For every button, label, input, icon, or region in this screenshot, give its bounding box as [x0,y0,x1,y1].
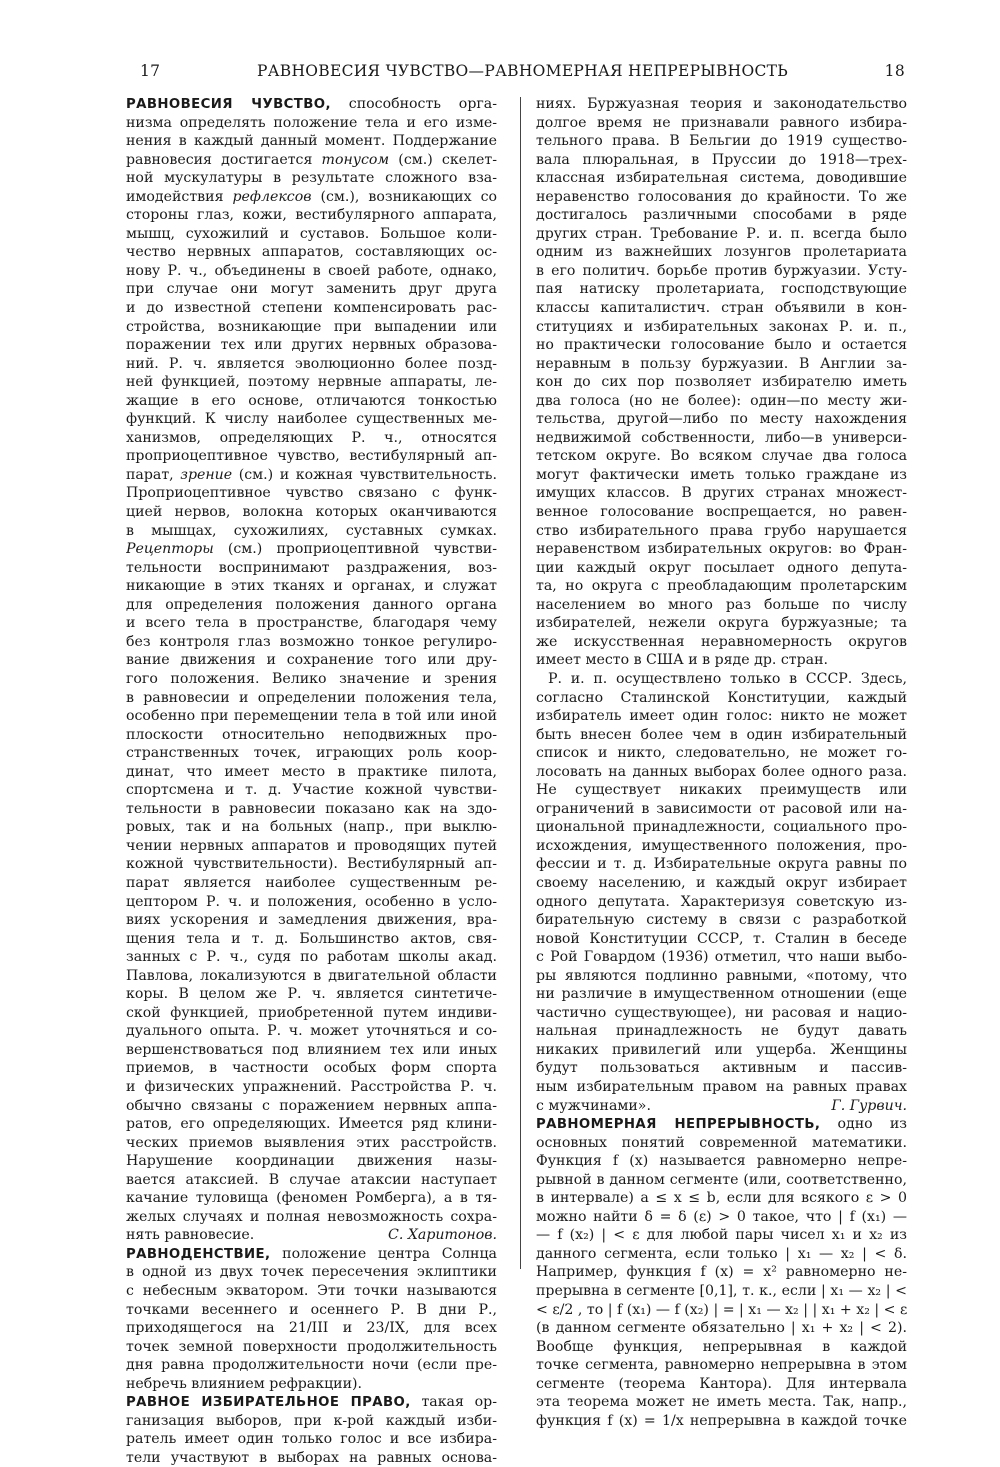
text-segment: (см.) и кожная чувствительность. [232,466,497,483]
page-number-right: 18 [884,62,905,80]
text-line: качание туловища (феномен Ромберга), а в тя- [126,1190,497,1207]
text-line: фессии и т. д. Избирательные округа равны по [536,856,907,873]
text-line: вершенствоваться под влиянием тех или иных [126,1041,497,1058]
text-segment: равновесия достигается [126,151,322,168]
italic-term: Рецепторы [126,541,214,558]
article-headword: РАВНОВЕСИЯ ЧУВСТВО, [126,97,331,112]
text-line: вается атаксией. В случае атаксии наступает [126,1171,497,1188]
text-line: тетском округе. Во всяком случае два голоса [536,448,907,465]
text-segment: (см.), возникающих со [311,188,497,205]
text-line: нову Р. ч., объединены в своей работе, однако, [126,262,497,279]
text-line: рывной в данном сегменте (или, соответственно, [536,1171,907,1188]
text-line: спортсмена и т. д. Участие кожной чувстви- [126,782,497,799]
text-line: циональной принадлежности, социального про- [536,819,907,836]
article-heading-line [536,1115,907,1134]
text-line: особенно при перемещении тела в той или иной [126,708,497,725]
text-segment: имодействия [126,188,233,205]
text-line: приемов, в частности особых форм спорта [126,1060,497,1077]
text-line: жащие в его основе, отличаются тонкостью [126,392,497,409]
text-line: классная избирательная система, доводившие [536,170,907,187]
text-line: неравенством избирательных округов: во Фран- [536,541,907,558]
text-line: в его политич. борьбе против буржуазии. Усту- [536,262,907,279]
article-headword: РАВНОДЕНСТВИЕ, [126,1246,271,1262]
italic-term: тонусом [321,151,390,168]
text-line: исхождения, имущественного положения, про- [536,837,907,854]
text-line: ни различие в имущественном отношении (еще [536,986,907,1003]
text-line: занных с Р. ч., судя по работам школы акад. [126,949,497,966]
text-line: функция f (x) = 1/x непрерывна в каждой точке [536,1412,907,1429]
text-line: точек земной поверхности продолжительность [126,1338,497,1355]
text-line: ным избирательным правом на равных правах [536,1078,907,1095]
text-line: никаких привилегий или ущерба. Женщины [536,1041,907,1058]
text-line: ровых, так и на больных (напр., при выклю- [126,819,497,836]
text-line: и физических упражнений. Расстройства Р. ч. [126,1078,497,1095]
text-line: щения тела и т. д. Большинство актов, свя- [126,930,497,947]
right-column [536,95,907,1430]
text-line: избирателей, нежели округа буржуазные; та [536,615,907,632]
text-line: но практически голосование было и остается [536,337,907,354]
text-line: кожной чувствительности). Вестибулярный ап- [126,856,497,873]
article-heading-line [126,1393,497,1412]
text-line: ции каждый округ посылает одного депута- [536,559,907,576]
text-line: цептором Р. ч. и положения, особенно в усло- [126,893,497,910]
text-line: ры являются подлинно равными, «потому, что [536,967,907,984]
text-line: будут пользоваться активным и пассив- [536,1060,907,1077]
text-line: — f (x₂) | < ε для любой пары чисел x₁ и x₂ из [536,1227,907,1244]
text-line: тельного права. В Бельгии до 1919 существо- [536,133,907,150]
text-line: населением во много раз больше по числу [536,596,907,613]
text-line: дня равна продолжительности ночи (если пре- [126,1357,497,1374]
text-line: тельности в равновесии показано как на здо- [126,800,497,817]
heading-text: такая ор- [410,1394,497,1411]
text-line: прерывна в сегменте [0,1], т. к., если | x₁ — x₂ | < [536,1283,907,1299]
text-line: ний. Р. ч. является эволюционно более позд- [126,355,497,372]
author-signature: Г. Гурвич. [831,1097,907,1114]
text-line: достигалось различными способами в ряде [536,207,907,224]
text-line: одного депутата. Характеризуя советскую из- [536,893,907,910]
text-line: список и никто, следовательно, не может го- [536,745,907,762]
text-line: без контроля глаз возможно тонкое регулиро- [126,633,497,650]
text-line: ратель имеет один только голос и все избира- [126,1431,497,1448]
text-line: плоскости относительно неподвижных про- [126,726,497,743]
text-line: ханизмов, определяющих Р. ч., относятся [126,429,497,446]
text-line: проприоцептивное чувство, вестибулярный ап- [126,448,497,465]
text-line: избиратель имеет один голос: никто не может [536,708,907,725]
text-line: Функция f (x) называется равномерно непре- [536,1153,907,1170]
text-line: функций. К числу наиболее существенных ме- [126,411,497,428]
text-line: Не существует никаких преимуществ или [536,782,907,799]
text-line: странственных точек, играющих роль коор- [126,745,497,762]
text-line [126,466,497,485]
text-line: нальная принадлежность не будут давать [536,1023,907,1040]
text-line: и всего тела в пространстве, благодаря чему [126,615,497,632]
text-line: Проприоцептивное чувство связано с функ- [126,485,497,502]
article-heading-line [126,1245,497,1264]
heading-text: одно из [820,1116,907,1133]
text-line: ней функцией, поэтому нервные аппараты, ле- [126,374,497,391]
text-line: никающие в этих тканях и органах, и служат [126,578,497,595]
text-line: ческих приемов выявления этих расстройств. [126,1134,497,1151]
text-line: ституциях и избирательных законах Р. и. п., [536,318,907,335]
text-line: два голоса (но не более): один—по месту жи- [536,392,907,409]
signature-line [126,1226,497,1245]
text-line: основных понятий современной математики. [536,1134,907,1151]
column-divider [520,97,521,1269]
text-segment: (см.) скелет- [389,151,497,168]
text-line: можно найти δ = δ (ε) > 0 такое, что | f (x₁) — [536,1208,907,1225]
text-line: виях ускорения и замедления движения, вра- [126,912,497,929]
text-segment: парат, [126,466,181,483]
text-line: Павлова, локализуются в двигательной области [126,967,497,984]
text-line: динат, что имеет место в практике пилота, [126,763,497,780]
text-line: ганизация выборов, при к-рой каждый изби- [126,1412,497,1429]
text-line: нения в каждый данный момент. Поддержание [126,133,497,150]
text-line: кон до сих пор позволяет избирателю иметь [536,374,907,391]
running-header [140,62,905,86]
text-line: с Рой Говардом (1936) отметил, что наши выбо- [536,949,907,966]
text-line: приходящегося на 21/III и 23/IX, для всех [126,1320,497,1337]
text-line: в равновесии и определении положения тела, [126,689,497,706]
text-line: коры. В целом же Р. ч. является синтетиче- [126,986,497,1003]
text-segment: нять равновесие. [126,1227,255,1244]
text-line: Вообще функция, непрерывная в каждой [536,1338,907,1355]
heading-text: положение центра Солнца [270,1245,497,1262]
text-line: гого положения. Велико значение и зрения [126,670,497,687]
text-line: при случае они могут заменить друг друга [126,281,497,298]
article-headword: РАВНОЕ ИЗБИРАТЕЛЬНОЕ ПРАВО, [126,1395,411,1411]
text-line: ограничений в зависимости от расовой или на- [536,800,907,817]
text-line: тельности воспринимают раздражения, воз- [126,559,497,576]
text-line: ратов, его определяющих. Имеется ряд клини- [126,1116,497,1133]
text-line: имеет место в США и в ряде др. стран. [536,652,829,669]
text-line: же искусственная неравномерность округов [536,633,907,650]
article-headword: РАВНОМЕРНАЯ НЕПРЕРЫВНОСТЬ, [536,1117,821,1133]
italic-term: зрение [180,466,233,483]
text-line: стройства, возникающие при выпадении или [126,318,497,335]
text-segment: с мужчинами». [536,1097,651,1114]
text-segment: (см.) проприоцептивной чувстви- [213,541,497,558]
text-line: обычно связаны с поражением нервных аппа- [126,1097,497,1114]
text-line: недвижимой собственности, либо—в универси- [536,429,907,446]
text-line: могут фактически иметь только граждане из [536,466,907,483]
text-line: венное голосование воспрещается, но равен- [536,504,907,521]
text-line: Нарушение координации движения назы- [126,1153,497,1170]
text-line: небречь влиянием рефракции). [126,1375,363,1392]
text-line [126,151,497,170]
text-line: точками весеннего и осеннего Р. В дни Р., [126,1301,497,1318]
text-line: тельства, другой—либо по месту нахождения [536,411,907,428]
text-line: < ε/2 , то | f (x₁) — f (x₂) | = | x₁ — x₂ | | x₁ + x₂ | < ε [536,1301,907,1318]
text-line: долгое время не признавали равного избира- [536,114,907,131]
text-line: парат является наиболее существенным ре- [126,874,497,891]
text-line: в одной из двух точек пересечения эклиптики [126,1264,497,1281]
text-line: чество нервных аппаратов, составляющих ос- [126,244,497,261]
page-number-left: 17 [140,62,161,80]
text-line: ской функцией, приобретенной путем индиви- [126,1004,497,1021]
left-column [126,95,497,1467]
heading-text: способность орга- [330,96,497,112]
text-line: данного сегмента, если только | x₁ — x₂ | < δ. [536,1245,907,1262]
italic-term: рефлексов [232,188,312,205]
text-line: желых случаях и полная невозможность сохра- [126,1208,497,1225]
text-line: чении нервных аппаратов и проводящих путей [126,837,497,854]
text-line: цией нервов, волокна которых оканчиваются [126,504,497,521]
text-line: сегменте (теорема Кантора). Для интервала [536,1375,907,1392]
text-line: пая натиску пролетариата, господствующие [536,281,907,298]
article-heading-line [126,95,497,114]
text-line: ство избирательного права грубо нарушается [536,522,907,539]
text-line: бирательную систему в связи с разработкой [536,912,907,929]
text-line: низма определять положение тела и его изме- [126,114,497,131]
text-line: лосовать на данных выборах более одного раза. [536,763,907,780]
text-line: точке сегмента, равномерно непрерывна в этом [536,1357,907,1374]
text-line: вала плюральная, в Пруссии до 1918—трех- [536,151,907,168]
text-line: эта теорема может не иметь места. Так, напр., [536,1394,907,1411]
text-line: других стран. Требование Р. и. п. всегда было [536,225,907,242]
text-line: новой Конституции СССР, т. Сталин в беседе [536,930,907,947]
text-line: частично существующее), ни расовая и нацио- [536,1004,907,1021]
text-line: для определения положения данного органа [126,596,497,613]
text-line: ной мускулатуры в результате сложного вза- [126,170,497,187]
text-line: вание движения и сохранение того или дру- [126,652,497,669]
signature-line [536,1097,907,1116]
text-line: тели участвуют в выборах на равных основа- [126,1449,497,1466]
author-signature: С. Харитонов. [388,1227,497,1244]
text-line: поражении тех или других нервных образова- [126,337,497,354]
text-line: Р. и. п. осуществлено только в СССР. Здесь, [548,670,907,687]
text-line [126,188,497,207]
text-line: та, но округа с преобладающим пролетарским [536,578,907,595]
text-line: своему населению, и каждый округ избирает [536,874,907,891]
running-title: РАВНОВЕСИЯ ЧУВСТВО—РАВНОМЕРНАЯ НЕПРЕРЫВНОСТЬ [256,62,788,80]
text-line [126,540,497,559]
text-line: и до известной степени компенсировать рас- [126,300,497,317]
text-line: дуального опыта. Р. ч. может уточняться и со- [126,1023,497,1040]
text-line: в интервале) a ≤ x ≤ b, если для всякого ε > 0 [536,1190,907,1207]
text-line: (в данном сегменте обязательно | x₁ + x₂ | < 2). [536,1320,907,1337]
text-line: в мышцах, сухожилиях, суставных сумках. [126,522,497,539]
text-line: одним из важнейших лозунгов пролетариата [536,244,907,261]
text-line: неравным в пользу буржуазии. В Англии за- [536,355,907,372]
text-line: классы капиталистич. стран объявили в кон- [536,300,907,317]
text-line: имущих классов. В других странах множест- [536,485,907,502]
text-line: быть внесен более чем в один избирательный [536,726,907,743]
text-line: мышц, сухожилий и суставов. Большое коли- [126,225,497,242]
text-line: Например, функция f (x) = x² равномерно не- [536,1264,907,1281]
text-line: стороны глаз, кожи, вестибулярного аппарата, [126,207,497,224]
text-line: ниях. Буржуазная теория и законодательство [536,96,907,112]
text-line: с небесным экватором. Эти точки называются [126,1283,497,1299]
text-line: согласно Сталинской Конституции, каждый [536,689,907,706]
text-line: неравенство голосования до крайности. То же [536,188,907,205]
